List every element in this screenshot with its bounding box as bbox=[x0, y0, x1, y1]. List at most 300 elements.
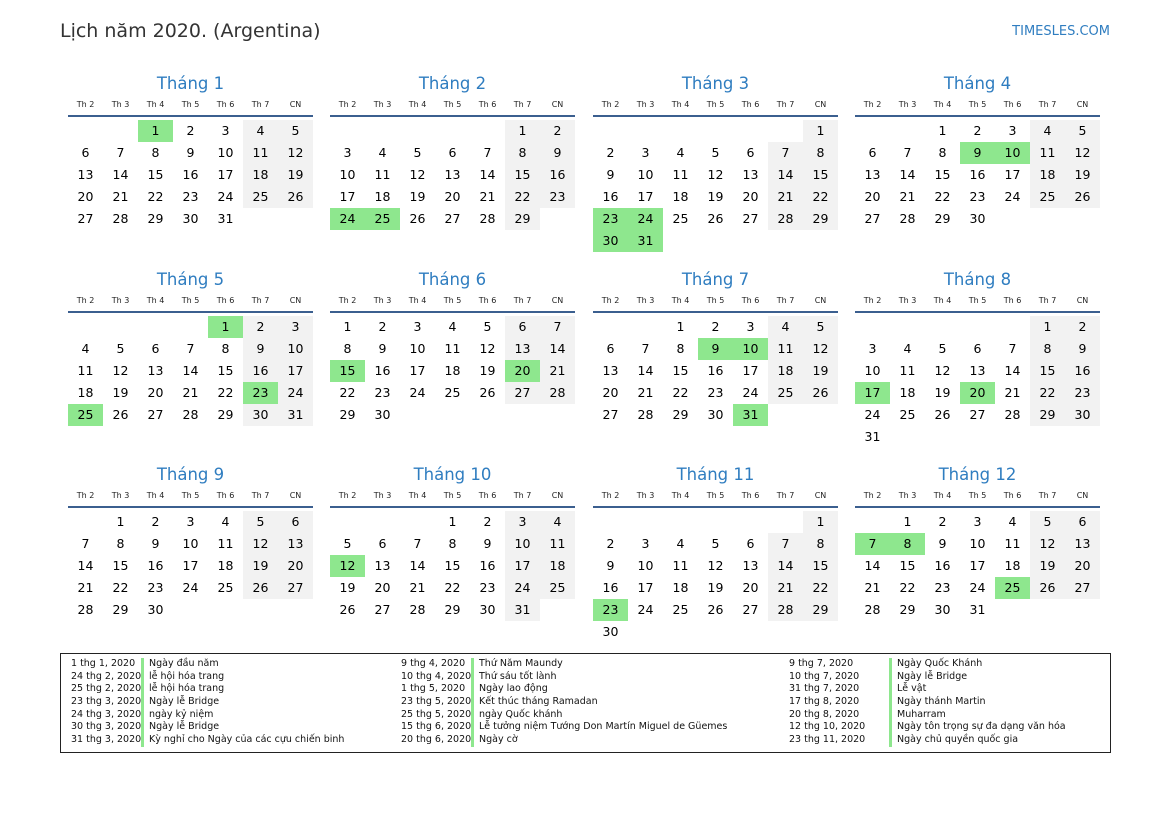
day-cell: 27 bbox=[374, 602, 391, 617]
day-cell: 30 bbox=[602, 624, 619, 639]
day-cell: 4 bbox=[768, 316, 803, 338]
weekday-label: Th 4 bbox=[933, 296, 952, 305]
day-cell: 2 bbox=[243, 316, 278, 338]
weekday-label: Th 2 bbox=[601, 100, 620, 109]
weekday-label: Th 4 bbox=[146, 100, 165, 109]
day-cell: 1 bbox=[803, 120, 838, 142]
day-cell: 13 bbox=[77, 167, 94, 182]
day-cell: 1 bbox=[1030, 316, 1065, 338]
day-cell: 29 bbox=[505, 208, 540, 230]
month-block bbox=[593, 270, 838, 426]
weekday-label: Th 3 bbox=[636, 491, 655, 500]
weekday-label: Th 6 bbox=[478, 100, 497, 109]
day-cell: 14 bbox=[540, 338, 575, 360]
day-cell: 4 bbox=[903, 341, 912, 356]
day-cell: 26 bbox=[112, 407, 129, 422]
holiday-row bbox=[71, 671, 344, 684]
header-rule bbox=[593, 115, 838, 117]
day-grid bbox=[68, 120, 313, 230]
weekday-label: CN bbox=[289, 100, 302, 109]
day-cell: 1 bbox=[116, 514, 125, 529]
day-cell: 7 bbox=[768, 142, 803, 164]
day-cell: 19 bbox=[409, 189, 426, 204]
month-block bbox=[330, 74, 575, 230]
day-cell: 2 bbox=[151, 514, 160, 529]
day-cell: 7 bbox=[540, 316, 575, 338]
day-cell: 22 bbox=[444, 580, 461, 595]
day-cell: 28 bbox=[768, 599, 803, 621]
weekday-label: Th 7 bbox=[776, 296, 795, 305]
weekday-label: Th 3 bbox=[898, 100, 917, 109]
weekday-label: Th 2 bbox=[601, 296, 620, 305]
weekday-label: Th 4 bbox=[933, 491, 952, 500]
empty-cell bbox=[103, 316, 138, 338]
day-cell: 26 bbox=[707, 211, 724, 226]
day-cell: 28 bbox=[540, 382, 575, 404]
day-cell: 20 bbox=[278, 555, 313, 577]
day-cell: 20 bbox=[742, 189, 759, 204]
header-rule bbox=[593, 311, 838, 313]
holiday-row bbox=[789, 709, 1066, 722]
empty-cell bbox=[68, 120, 103, 142]
weekday-label: Th 2 bbox=[338, 491, 357, 500]
month-name: Tháng 6 bbox=[418, 270, 487, 289]
day-cell: 15 bbox=[217, 363, 234, 378]
day-cell: 21 bbox=[182, 385, 199, 400]
day-cell: 27 bbox=[742, 211, 759, 226]
holiday-name: lễ hội hóa trang bbox=[141, 683, 224, 696]
day-cell: 31 bbox=[505, 599, 540, 621]
day-grid bbox=[68, 316, 313, 426]
holiday-day-cell: 30 bbox=[593, 230, 628, 252]
day-cell: 6 bbox=[151, 341, 160, 356]
day-cell: 12 bbox=[707, 558, 724, 573]
holiday-name: Lễ tưởng niệm Tướng Don Martín Miguel de Güemes bbox=[471, 721, 727, 734]
header-rule bbox=[68, 506, 313, 508]
day-cell: 27 bbox=[1065, 577, 1100, 599]
day-cell: 8 bbox=[151, 145, 160, 160]
day-cell: 20 bbox=[602, 385, 619, 400]
day-cell: 28 bbox=[1004, 407, 1021, 422]
day-cell: 20 bbox=[444, 189, 461, 204]
day-cell: 2 bbox=[606, 536, 615, 551]
day-cell: 10 bbox=[864, 363, 881, 378]
day-cell: 27 bbox=[147, 407, 164, 422]
day-cell: 30 bbox=[479, 602, 496, 617]
weekday-label: Th 7 bbox=[251, 100, 270, 109]
day-cell: 12 bbox=[278, 142, 313, 164]
day-cell: 5 bbox=[711, 145, 720, 160]
day-cell: 28 bbox=[637, 407, 654, 422]
day-cell: 18 bbox=[374, 189, 391, 204]
day-cell: 6 bbox=[378, 536, 387, 551]
month-block bbox=[68, 465, 313, 621]
day-cell: 8 bbox=[676, 341, 685, 356]
month-block bbox=[330, 270, 575, 426]
holiday-date: 24 thg 3, 2020 bbox=[71, 708, 142, 720]
weekday-label: Th 4 bbox=[671, 491, 690, 500]
holiday-row bbox=[401, 683, 727, 696]
day-cell: 15 bbox=[505, 164, 540, 186]
holiday-row bbox=[789, 734, 1066, 747]
day-cell: 25 bbox=[217, 580, 234, 595]
month-name: Tháng 8 bbox=[943, 270, 1012, 289]
holiday-date: 9 thg 7, 2020 bbox=[789, 658, 854, 669]
day-cell: 12 bbox=[934, 363, 951, 378]
holiday-column-2 bbox=[401, 658, 727, 747]
day-cell: 18 bbox=[1030, 164, 1065, 186]
day-cell: 13 bbox=[742, 558, 759, 573]
day-cell: 5 bbox=[278, 120, 313, 142]
weekday-label: CN bbox=[814, 296, 827, 305]
weekday-label: CN bbox=[814, 491, 827, 500]
day-cell: 27 bbox=[505, 382, 540, 404]
day-cell: 17 bbox=[278, 360, 313, 382]
day-cell: 24 bbox=[864, 407, 881, 422]
day-cell: 15 bbox=[444, 558, 461, 573]
day-cell: 16 bbox=[243, 360, 278, 382]
month-block bbox=[855, 270, 1100, 448]
day-cell: 24 bbox=[409, 385, 426, 400]
day-cell: 21 bbox=[899, 189, 916, 204]
holiday-date: 1 thg 1, 2020 bbox=[71, 658, 136, 669]
day-cell: 10 bbox=[409, 341, 426, 356]
holiday-name: Ngày cờ bbox=[471, 734, 518, 747]
empty-cell bbox=[330, 120, 365, 142]
day-cell: 2 bbox=[186, 123, 195, 138]
month-name: Tháng 4 bbox=[943, 74, 1012, 93]
weekday-label: Th 2 bbox=[863, 296, 882, 305]
holiday-date: 31 thg 3, 2020 bbox=[71, 734, 142, 746]
holiday-row bbox=[789, 696, 1066, 709]
day-cell: 2 bbox=[938, 514, 947, 529]
day-cell: 14 bbox=[1004, 363, 1021, 378]
empty-cell bbox=[698, 511, 733, 533]
day-cell: 8 bbox=[116, 536, 125, 551]
day-cell: 15 bbox=[1030, 360, 1065, 382]
day-cell: 2 bbox=[606, 145, 615, 160]
holiday-name: Ngày tôn trọng sự đa dạng văn hóa bbox=[889, 721, 1066, 734]
weekday-label: Th 6 bbox=[1003, 296, 1022, 305]
weekday-header bbox=[593, 490, 838, 502]
day-grid bbox=[68, 511, 313, 621]
holiday-date: 1 thg 5, 2020 bbox=[401, 683, 466, 695]
header-rule bbox=[855, 311, 1100, 313]
day-cell: 29 bbox=[899, 602, 916, 617]
weekday-label: CN bbox=[814, 100, 827, 109]
holiday-day-cell: 31 bbox=[628, 230, 663, 252]
day-cell: 10 bbox=[969, 536, 986, 551]
day-cell: 23 bbox=[969, 189, 986, 204]
day-cell: 4 bbox=[243, 120, 278, 142]
day-cell: 9 bbox=[378, 341, 387, 356]
holiday-day-cell: 17 bbox=[855, 382, 890, 404]
weekday-label: CN bbox=[551, 100, 564, 109]
weekday-label: Th 6 bbox=[478, 296, 497, 305]
holiday-date: 10 thg 7, 2020 bbox=[789, 670, 860, 682]
holiday-column-1 bbox=[71, 658, 344, 747]
holiday-date: 20 thg 8, 2020 bbox=[789, 708, 860, 720]
day-cell: 27 bbox=[278, 577, 313, 599]
holiday-name: Ngày Quốc Khánh bbox=[889, 658, 982, 671]
empty-cell bbox=[855, 316, 890, 338]
weekday-label: Th 6 bbox=[1003, 100, 1022, 109]
day-cell: 20 bbox=[1065, 555, 1100, 577]
holiday-date: 20 thg 6, 2020 bbox=[401, 734, 472, 746]
day-cell: 16 bbox=[182, 167, 199, 182]
weekday-label: Th 2 bbox=[863, 491, 882, 500]
day-cell: 30 bbox=[934, 602, 951, 617]
day-cell: 29 bbox=[112, 602, 129, 617]
day-cell: 21 bbox=[409, 580, 426, 595]
day-cell: 1 bbox=[448, 514, 457, 529]
day-cell: 4 bbox=[676, 536, 685, 551]
holiday-row bbox=[401, 696, 727, 709]
empty-cell bbox=[925, 316, 960, 338]
holiday-row bbox=[401, 671, 727, 684]
day-cell: 13 bbox=[602, 363, 619, 378]
site-link[interactable]: TIMESLES.COM bbox=[1012, 24, 1110, 39]
day-cell: 24 bbox=[969, 580, 986, 595]
holiday-name: Kỳ nghỉ cho Ngày của các cựu chiến binh bbox=[141, 734, 344, 747]
day-cell: 8 bbox=[343, 341, 352, 356]
day-cell: 18 bbox=[243, 164, 278, 186]
month-name: Tháng 2 bbox=[418, 74, 487, 93]
holiday-row bbox=[789, 721, 1066, 734]
day-cell: 8 bbox=[938, 145, 947, 160]
day-cell: 24 bbox=[637, 602, 654, 617]
day-cell: 19 bbox=[707, 580, 724, 595]
day-cell: 17 bbox=[637, 189, 654, 204]
page-title: Lịch năm 2020. (Argentina) bbox=[60, 20, 321, 42]
day-cell: 13 bbox=[742, 167, 759, 182]
holiday-day-cell: 15 bbox=[330, 360, 365, 382]
month-block bbox=[593, 74, 838, 252]
holiday-row bbox=[71, 721, 344, 734]
weekday-label: Th 2 bbox=[863, 100, 882, 109]
weekday-label: Th 6 bbox=[478, 491, 497, 500]
day-cell: 11 bbox=[374, 167, 391, 182]
day-cell: 10 bbox=[505, 533, 540, 555]
day-cell: 8 bbox=[803, 533, 838, 555]
weekday-label: Th 3 bbox=[111, 491, 130, 500]
holiday-day-cell: 24 bbox=[628, 208, 663, 230]
day-cell: 5 bbox=[116, 341, 125, 356]
holiday-name: Ngày lao động bbox=[471, 683, 548, 696]
day-cell: 5 bbox=[711, 536, 720, 551]
day-cell: 16 bbox=[969, 167, 986, 182]
day-grid bbox=[593, 316, 838, 426]
empty-cell bbox=[628, 511, 663, 533]
day-cell: 6 bbox=[746, 536, 755, 551]
day-cell: 3 bbox=[973, 514, 982, 529]
weekday-label: Th 3 bbox=[373, 491, 392, 500]
day-cell: 24 bbox=[742, 385, 759, 400]
day-cell: 7 bbox=[413, 536, 422, 551]
empty-cell bbox=[855, 120, 890, 142]
weekday-label: Th 2 bbox=[601, 491, 620, 500]
holiday-date: 9 thg 4, 2020 bbox=[401, 658, 466, 669]
day-cell: 9 bbox=[186, 145, 195, 160]
day-cell: 17 bbox=[742, 363, 759, 378]
empty-cell bbox=[365, 511, 400, 533]
day-cell: 23 bbox=[934, 580, 951, 595]
day-cell: 6 bbox=[606, 341, 615, 356]
empty-cell bbox=[698, 120, 733, 142]
month-name: Tháng 1 bbox=[156, 74, 225, 93]
empty-cell bbox=[663, 120, 698, 142]
weekday-label: Th 5 bbox=[968, 100, 987, 109]
day-cell: 21 bbox=[479, 189, 496, 204]
empty-cell bbox=[173, 316, 208, 338]
weekday-label: Th 3 bbox=[111, 296, 130, 305]
day-cell: 1 bbox=[938, 123, 947, 138]
month-block bbox=[855, 74, 1100, 230]
day-cell: 17 bbox=[637, 580, 654, 595]
weekday-label: Th 7 bbox=[513, 296, 532, 305]
day-cell: 9 bbox=[606, 167, 615, 182]
day-cell: 11 bbox=[768, 338, 803, 360]
weekday-label: Th 7 bbox=[1038, 491, 1057, 500]
day-cell: 17 bbox=[182, 558, 199, 573]
weekday-label: Th 7 bbox=[776, 100, 795, 109]
day-cell: 27 bbox=[864, 211, 881, 226]
day-cell: 23 bbox=[479, 580, 496, 595]
day-cell: 16 bbox=[540, 164, 575, 186]
day-cell: 8 bbox=[221, 341, 230, 356]
day-cell: 2 bbox=[483, 514, 492, 529]
day-cell: 17 bbox=[1004, 167, 1021, 182]
day-cell: 6 bbox=[448, 145, 457, 160]
day-cell: 10 bbox=[217, 145, 234, 160]
month-name: Tháng 9 bbox=[156, 465, 225, 484]
empty-cell bbox=[400, 120, 435, 142]
day-cell: 18 bbox=[672, 189, 689, 204]
month-block bbox=[330, 465, 575, 621]
holiday-name: Ngày lễ Bridge bbox=[141, 696, 219, 709]
empty-cell bbox=[733, 120, 768, 142]
day-cell: 8 bbox=[803, 142, 838, 164]
day-cell: 29 bbox=[339, 407, 356, 422]
day-cell: 2 bbox=[378, 319, 387, 334]
day-cell: 31 bbox=[217, 211, 234, 226]
weekday-label: Th 5 bbox=[443, 296, 462, 305]
day-cell: 2 bbox=[540, 120, 575, 142]
day-cell: 5 bbox=[803, 316, 838, 338]
weekday-label: CN bbox=[289, 296, 302, 305]
day-cell: 16 bbox=[1065, 360, 1100, 382]
day-cell: 6 bbox=[505, 316, 540, 338]
day-cell: 2 bbox=[973, 123, 982, 138]
weekday-label: Th 5 bbox=[706, 296, 725, 305]
day-cell: 4 bbox=[221, 514, 230, 529]
day-cell: 13 bbox=[147, 363, 164, 378]
empty-cell bbox=[768, 511, 803, 533]
weekday-label: Th 4 bbox=[408, 100, 427, 109]
day-cell: 26 bbox=[243, 577, 278, 599]
day-cell: 1 bbox=[505, 120, 540, 142]
day-cell: 27 bbox=[444, 211, 461, 226]
day-cell: 28 bbox=[768, 208, 803, 230]
weekday-label: Th 2 bbox=[338, 100, 357, 109]
day-cell: 9 bbox=[606, 558, 615, 573]
day-grid bbox=[593, 120, 838, 252]
day-cell: 19 bbox=[803, 360, 838, 382]
day-cell: 3 bbox=[641, 145, 650, 160]
day-cell: 13 bbox=[374, 558, 391, 573]
month-block bbox=[593, 465, 838, 643]
header-rule bbox=[855, 506, 1100, 508]
day-cell: 13 bbox=[505, 338, 540, 360]
holiday-row bbox=[71, 734, 344, 747]
day-cell: 14 bbox=[182, 363, 199, 378]
day-cell: 4 bbox=[378, 145, 387, 160]
weekday-label: Th 6 bbox=[216, 491, 235, 500]
day-cell: 16 bbox=[147, 558, 164, 573]
holiday-name: Thứ Năm Maundy bbox=[471, 658, 563, 671]
day-cell: 14 bbox=[409, 558, 426, 573]
day-grid bbox=[855, 511, 1100, 621]
month-name: Tháng 10 bbox=[413, 465, 492, 484]
holiday-day-cell: 1 bbox=[138, 120, 173, 142]
day-cell: 27 bbox=[742, 602, 759, 617]
day-cell: 22 bbox=[803, 186, 838, 208]
weekday-label: Th 7 bbox=[776, 491, 795, 500]
day-cell: 30 bbox=[182, 211, 199, 226]
day-cell: 31 bbox=[864, 429, 881, 444]
day-cell: 11 bbox=[672, 558, 689, 573]
day-cell: 23 bbox=[147, 580, 164, 595]
holiday-list bbox=[60, 653, 1111, 753]
day-cell: 9 bbox=[243, 338, 278, 360]
day-cell: 23 bbox=[182, 189, 199, 204]
day-cell: 3 bbox=[278, 316, 313, 338]
day-cell: 12 bbox=[409, 167, 426, 182]
day-cell: 3 bbox=[186, 514, 195, 529]
day-cell: 22 bbox=[1030, 382, 1065, 404]
holiday-name: Ngày lễ Bridge bbox=[141, 721, 219, 734]
day-cell: 14 bbox=[637, 363, 654, 378]
weekday-header bbox=[68, 99, 313, 111]
day-cell: 9 bbox=[1065, 338, 1100, 360]
empty-cell bbox=[138, 316, 173, 338]
day-cell: 17 bbox=[339, 189, 356, 204]
weekday-label: Th 2 bbox=[76, 296, 95, 305]
holiday-row bbox=[789, 671, 1066, 684]
day-cell: 1 bbox=[676, 319, 685, 334]
day-cell: 15 bbox=[147, 167, 164, 182]
day-cell: 25 bbox=[444, 385, 461, 400]
day-cell: 26 bbox=[479, 385, 496, 400]
day-cell: 15 bbox=[934, 167, 951, 182]
day-cell: 21 bbox=[1004, 385, 1021, 400]
day-cell: 4 bbox=[81, 341, 90, 356]
holiday-name: Muharram bbox=[889, 709, 946, 722]
weekday-label: Th 5 bbox=[706, 100, 725, 109]
day-cell: 11 bbox=[77, 363, 94, 378]
day-cell: 28 bbox=[182, 407, 199, 422]
weekday-label: CN bbox=[1076, 100, 1089, 109]
weekday-label: Th 7 bbox=[513, 491, 532, 500]
holiday-date: 10 thg 4, 2020 bbox=[401, 670, 472, 682]
weekday-label: Th 4 bbox=[146, 296, 165, 305]
day-cell: 31 bbox=[278, 404, 313, 426]
empty-cell bbox=[890, 120, 925, 142]
day-grid bbox=[330, 511, 575, 621]
holiday-day-cell: 25 bbox=[68, 404, 103, 426]
day-cell: 19 bbox=[278, 164, 313, 186]
empty-cell bbox=[628, 316, 663, 338]
